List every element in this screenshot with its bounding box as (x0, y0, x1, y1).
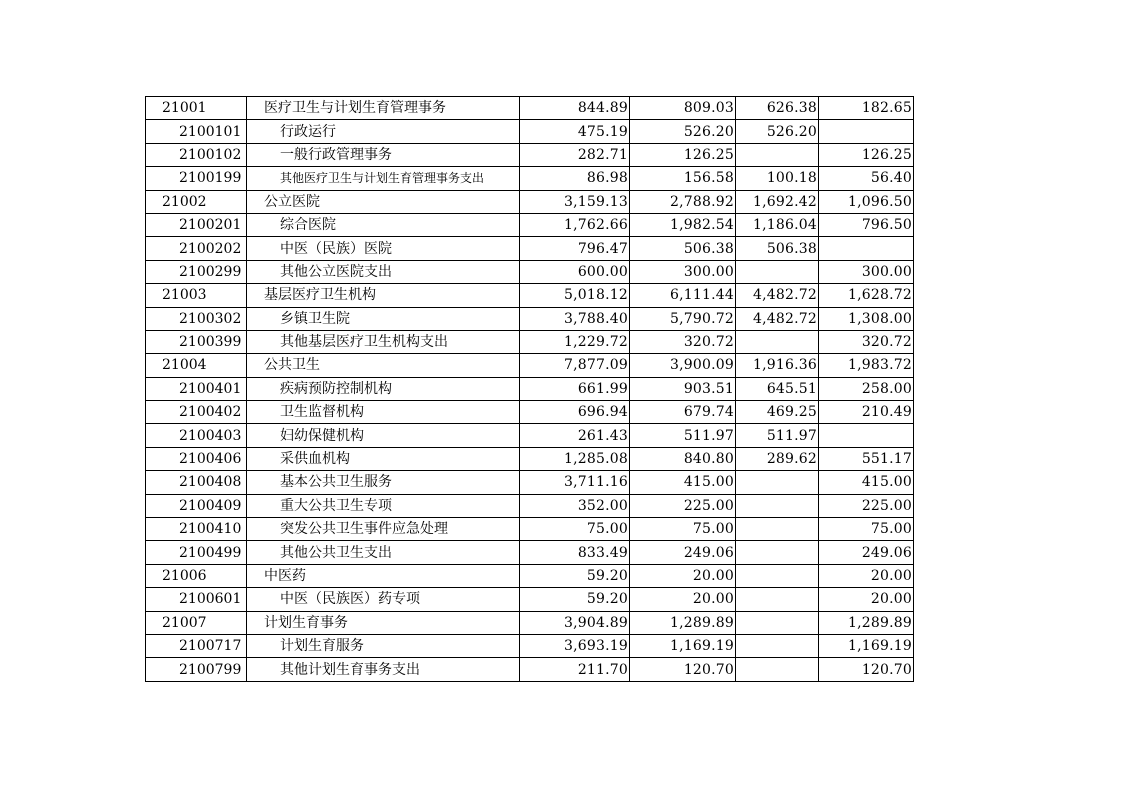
table-row (146, 424, 914, 447)
cell-name: 中医（民族）医院 (247, 237, 520, 260)
cell-value-3: 469.25 (736, 401, 819, 424)
table-row (146, 167, 914, 190)
cell-value-1: 844.89 (520, 97, 630, 120)
table-row (146, 213, 914, 236)
cell-value-4: 120.70 (819, 658, 914, 681)
cell-value-4: 225.00 (819, 494, 914, 517)
cell-value-2: 75.00 (630, 518, 736, 541)
cell-value-2: 415.00 (630, 471, 736, 494)
cell-value-3 (736, 588, 819, 611)
cell-name: 综合医院 (247, 213, 520, 236)
cell-code: 2100101 (146, 120, 247, 143)
cell-value-1: 75.00 (520, 518, 630, 541)
cell-name: 其他基层医疗卫生机构支出 (247, 330, 520, 353)
cell-value-1: 7,877.09 (520, 354, 630, 377)
cell-value-2: 2,788.92 (630, 190, 736, 213)
cell-value-2: 249.06 (630, 541, 736, 564)
cell-value-4: 1,169.19 (819, 634, 914, 657)
table-row (146, 634, 914, 657)
cell-code: 2100201 (146, 213, 247, 236)
cell-name: 妇幼保健机构 (247, 424, 520, 447)
cell-name: 中医药 (247, 564, 520, 587)
cell-value-4: 249.06 (819, 541, 914, 564)
cell-code: 21007 (146, 611, 247, 634)
table-row (146, 97, 914, 120)
cell-value-2: 120.70 (630, 658, 736, 681)
cell-code: 2100401 (146, 377, 247, 400)
cell-value-4: 320.72 (819, 330, 914, 353)
cell-code: 2100499 (146, 541, 247, 564)
cell-value-4 (819, 424, 914, 447)
cell-name: 其他计划生育事务支出 (247, 658, 520, 681)
cell-value-3 (736, 518, 819, 541)
cell-value-1: 3,159.13 (520, 190, 630, 213)
cell-value-3 (736, 143, 819, 166)
cell-name: 医疗卫生与计划生育管理事务 (247, 97, 520, 120)
cell-value-2: 526.20 (630, 120, 736, 143)
cell-value-1: 5,018.12 (520, 284, 630, 307)
cell-name: 计划生育事务 (247, 611, 520, 634)
cell-value-2: 300.00 (630, 260, 736, 283)
cell-value-3: 4,482.72 (736, 307, 819, 330)
table-row (146, 307, 914, 330)
cell-code: 2100399 (146, 330, 247, 353)
cell-value-1: 1,285.08 (520, 447, 630, 470)
cell-code: 2100299 (146, 260, 247, 283)
cell-value-2: 1,169.19 (630, 634, 736, 657)
table-row (146, 354, 914, 377)
cell-code: 2100102 (146, 143, 247, 166)
cell-code: 2100408 (146, 471, 247, 494)
cell-value-1: 1,229.72 (520, 330, 630, 353)
cell-code: 21004 (146, 354, 247, 377)
cell-value-1: 3,693.19 (520, 634, 630, 657)
table-row (146, 658, 914, 681)
cell-value-4: 1,289.89 (819, 611, 914, 634)
cell-code: 2100199 (146, 167, 247, 190)
cell-code: 2100403 (146, 424, 247, 447)
cell-value-2: 1,982.54 (630, 213, 736, 236)
cell-name: 公共卫生 (247, 354, 520, 377)
cell-value-2: 511.97 (630, 424, 736, 447)
cell-value-4: 1,983.72 (819, 354, 914, 377)
cell-name: 基层医疗卫生机构 (247, 284, 520, 307)
cell-value-3: 506.38 (736, 237, 819, 260)
cell-value-4: 20.00 (819, 588, 914, 611)
cell-code: 2100409 (146, 494, 247, 517)
cell-value-2: 6,111.44 (630, 284, 736, 307)
cell-name: 其他公共卫生支出 (247, 541, 520, 564)
cell-value-1: 59.20 (520, 588, 630, 611)
cell-value-1: 282.71 (520, 143, 630, 166)
cell-value-4 (819, 120, 914, 143)
cell-name: 其他医疗卫生与计划生育管理事务支出 (247, 167, 520, 190)
cell-value-1: 3,711.16 (520, 471, 630, 494)
cell-value-4: 20.00 (819, 564, 914, 587)
cell-value-1: 475.19 (520, 120, 630, 143)
cell-value-4: 210.49 (819, 401, 914, 424)
table-row (146, 143, 914, 166)
cell-code: 21003 (146, 284, 247, 307)
cell-value-1: 352.00 (520, 494, 630, 517)
table-row (146, 120, 914, 143)
cell-code: 2100302 (146, 307, 247, 330)
cell-value-1: 833.49 (520, 541, 630, 564)
cell-code: 2100601 (146, 588, 247, 611)
cell-value-1: 86.98 (520, 167, 630, 190)
cell-value-3: 526.20 (736, 120, 819, 143)
cell-value-3: 511.97 (736, 424, 819, 447)
table-row (146, 588, 914, 611)
cell-value-2: 809.03 (630, 97, 736, 120)
cell-code: 2100799 (146, 658, 247, 681)
cell-value-1: 3,904.89 (520, 611, 630, 634)
cell-value-2: 20.00 (630, 564, 736, 587)
cell-value-1: 600.00 (520, 260, 630, 283)
cell-value-2: 156.58 (630, 167, 736, 190)
table-row (146, 611, 914, 634)
table-row (146, 401, 914, 424)
cell-value-4: 551.17 (819, 447, 914, 470)
cell-name: 乡镇卫生院 (247, 307, 520, 330)
cell-value-4: 415.00 (819, 471, 914, 494)
cell-value-2: 20.00 (630, 588, 736, 611)
cell-value-2: 1,289.89 (630, 611, 736, 634)
cell-value-4 (819, 237, 914, 260)
cell-name: 其他公立医院支出 (247, 260, 520, 283)
cell-value-3: 289.62 (736, 447, 819, 470)
cell-value-2: 506.38 (630, 237, 736, 260)
cell-name: 中医（民族医）药专项 (247, 588, 520, 611)
table-row (146, 377, 914, 400)
cell-name: 突发公共卫生事件应急处理 (247, 518, 520, 541)
cell-value-1: 696.94 (520, 401, 630, 424)
cell-value-3 (736, 471, 819, 494)
cell-value-2: 5,790.72 (630, 307, 736, 330)
cell-name: 计划生育服务 (247, 634, 520, 657)
table-row (146, 471, 914, 494)
table-row (146, 237, 914, 260)
cell-value-3 (736, 658, 819, 681)
cell-value-3: 1,916.36 (736, 354, 819, 377)
cell-code: 21006 (146, 564, 247, 587)
expenditure-table (145, 96, 914, 682)
cell-value-2: 903.51 (630, 377, 736, 400)
cell-value-4: 56.40 (819, 167, 914, 190)
cell-value-3: 645.51 (736, 377, 819, 400)
cell-value-3: 626.38 (736, 97, 819, 120)
cell-value-1: 261.43 (520, 424, 630, 447)
cell-value-1: 661.99 (520, 377, 630, 400)
cell-value-3 (736, 634, 819, 657)
cell-name: 公立医院 (247, 190, 520, 213)
cell-name: 卫生监督机构 (247, 401, 520, 424)
cell-value-3: 4,482.72 (736, 284, 819, 307)
table-row (146, 518, 914, 541)
cell-value-3: 1,186.04 (736, 213, 819, 236)
cell-value-3 (736, 564, 819, 587)
cell-value-2: 126.25 (630, 143, 736, 166)
table-row (146, 260, 914, 283)
cell-code: 21001 (146, 97, 247, 120)
cell-value-3: 100.18 (736, 167, 819, 190)
cell-value-1: 796.47 (520, 237, 630, 260)
table-row (146, 564, 914, 587)
cell-value-1: 1,762.66 (520, 213, 630, 236)
table-body (146, 97, 914, 682)
cell-name: 重大公共卫生专项 (247, 494, 520, 517)
cell-value-3 (736, 541, 819, 564)
cell-value-4: 126.25 (819, 143, 914, 166)
cell-value-4: 1,628.72 (819, 284, 914, 307)
table-row (146, 447, 914, 470)
cell-value-4: 258.00 (819, 377, 914, 400)
cell-value-4: 1,096.50 (819, 190, 914, 213)
cell-name: 一般行政管理事务 (247, 143, 520, 166)
cell-value-3 (736, 494, 819, 517)
cell-value-4: 300.00 (819, 260, 914, 283)
cell-value-4: 796.50 (819, 213, 914, 236)
table-row (146, 284, 914, 307)
cell-value-3 (736, 611, 819, 634)
cell-code: 2100406 (146, 447, 247, 470)
cell-value-1: 59.20 (520, 564, 630, 587)
cell-code: 2100717 (146, 634, 247, 657)
table-row (146, 330, 914, 353)
cell-code: 21002 (146, 190, 247, 213)
cell-value-2: 225.00 (630, 494, 736, 517)
cell-value-2: 840.80 (630, 447, 736, 470)
table-row (146, 190, 914, 213)
cell-code: 2100402 (146, 401, 247, 424)
cell-code: 2100202 (146, 237, 247, 260)
cell-name: 行政运行 (247, 120, 520, 143)
cell-value-3: 1,692.42 (736, 190, 819, 213)
cell-name: 疾病预防控制机构 (247, 377, 520, 400)
cell-value-2: 320.72 (630, 330, 736, 353)
cell-name: 采供血机构 (247, 447, 520, 470)
cell-value-4: 182.65 (819, 97, 914, 120)
cell-value-1: 211.70 (520, 658, 630, 681)
cell-value-4: 75.00 (819, 518, 914, 541)
cell-value-4: 1,308.00 (819, 307, 914, 330)
cell-value-3 (736, 330, 819, 353)
table-row (146, 541, 914, 564)
cell-value-2: 679.74 (630, 401, 736, 424)
cell-code: 2100410 (146, 518, 247, 541)
cell-value-1: 3,788.40 (520, 307, 630, 330)
cell-value-3 (736, 260, 819, 283)
cell-name: 基本公共卫生服务 (247, 471, 520, 494)
table-row (146, 494, 914, 517)
cell-value-2: 3,900.09 (630, 354, 736, 377)
